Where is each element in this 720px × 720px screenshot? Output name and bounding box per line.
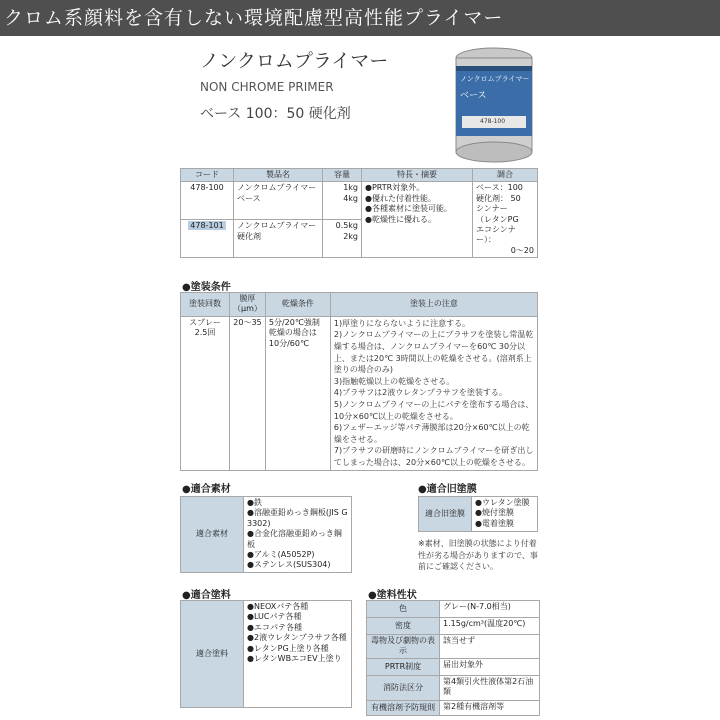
row-code: 478-100	[181, 182, 234, 220]
row-name: ノンクロムプライマーベース	[234, 182, 323, 220]
table-row	[367, 635, 540, 659]
paint-item: ●レタンPG上塗り各種	[247, 643, 329, 653]
can-label-line1: ノンクロムプライマー	[460, 75, 530, 83]
mix-line: 0～20	[510, 245, 534, 255]
feature-item: ●優れた付着性能。	[365, 193, 436, 203]
col-cautions: 塗装上の注意	[330, 293, 537, 317]
col-mix: 調合	[473, 169, 538, 182]
capacity-value: 0.5kg	[335, 221, 358, 231]
col-thickness: 膜厚（μm）	[230, 293, 266, 317]
capacity-value: 1kg	[343, 183, 358, 193]
property-value: 該当せず	[440, 635, 540, 659]
section-title-properties: ●塗料性状	[368, 590, 417, 601]
product-table	[180, 168, 538, 258]
paint-item: ●エコパテ各種	[247, 622, 302, 632]
caution-item: 1)厚塗りにならないように注意する。	[333, 318, 471, 328]
thickness-value: 20～35	[230, 316, 266, 470]
old-films-list	[472, 497, 538, 532]
coats-value: スプレー2.5回	[181, 316, 230, 470]
old-film-item: ●電着塗膜	[475, 518, 514, 528]
property-value: 届出対象外	[440, 658, 540, 675]
top-banner: クロム系顔料を含有しない環境配慮型高性能プライマー	[0, 0, 720, 36]
table-row	[367, 675, 540, 700]
capacity-value: 2kg	[343, 231, 358, 241]
row-capacity	[323, 220, 362, 258]
caution-item: 4)プラサフは2液ウレタンプラサフを塗装する。	[333, 388, 507, 398]
caution-item: 3)指触乾燥以上の乾燥をさせる。	[333, 376, 455, 386]
mix-line: エコシンナー）：	[476, 224, 516, 245]
row-code	[181, 220, 234, 258]
table-row	[367, 618, 540, 635]
table-row	[181, 316, 538, 470]
table-row	[367, 601, 540, 618]
row-name: ノンクロムプライマー硬化剤	[234, 220, 323, 258]
old-films-table	[418, 496, 538, 532]
table-row	[181, 601, 352, 708]
property-label: 有機溶剤予防規則	[367, 700, 440, 715]
table-row	[367, 700, 540, 715]
mix-ratio: ベース 100：50 硬化剤	[200, 106, 351, 122]
mix-line: 硬化剤： 50	[476, 193, 521, 203]
section-title-old-films: ●適合旧塗膜	[418, 484, 477, 495]
conditions-table	[180, 292, 538, 471]
capacity-value: 4kg	[343, 193, 358, 203]
paint-item: ●NEOXパテ各種	[247, 602, 309, 611]
material-item: ●鉄	[247, 498, 262, 507]
drying-value: 5分/20℃強制乾燥の場合は10分/60℃	[265, 316, 330, 470]
property-value: 第2種有機溶剤等	[440, 700, 540, 715]
can-label-line2: ベース	[460, 91, 487, 101]
property-label: PRTR制度	[367, 658, 440, 675]
paint-item: ●LUCパテ各種	[247, 612, 302, 622]
material-item: ●アルミ(A5052P)	[247, 549, 315, 559]
properties-table	[366, 600, 540, 716]
property-label: 毒物及び劇物の表示	[367, 635, 440, 659]
table-row	[181, 497, 352, 573]
paint-item: ●2液ウレタンプラサフ各種	[247, 633, 347, 643]
col-capacity: 容量	[323, 169, 362, 182]
caution-item: 6)フェザーエッジ等パテ薄膜部は20分×60℃以上の乾燥をさせる。	[333, 423, 530, 444]
col-code: コード	[181, 169, 234, 182]
col-features: 特長・摘要	[362, 169, 473, 182]
material-item: ●ステンレス(SUS304)	[247, 560, 331, 570]
row-capacity	[323, 182, 362, 220]
can-label-small: 478-100	[480, 118, 506, 125]
product-english-name: NON CHROME PRIMER	[200, 80, 334, 94]
section-title-materials: ●適合素材	[182, 484, 231, 495]
caution-item: 5)ノンクロムプライマーの上にパテを塗布する場合は、10分×60℃以上の乾燥をさせる。	[333, 399, 534, 421]
paints-table	[180, 600, 352, 708]
paint-can-image	[452, 44, 536, 166]
mix-line: シンナー	[476, 204, 508, 214]
caution-item: 7)プラサフの研磨時にノンクロムプライマーを研ぎ出してしまった場合は、20分×60℃以上の乾燥をさせる。	[333, 446, 534, 467]
cautions-list	[330, 316, 537, 470]
materials-label: 適合素材	[181, 497, 244, 573]
property-label: 密度	[367, 618, 440, 635]
highlighted-code: 478-101	[190, 221, 224, 231]
paint-item: ●レタンWBエコEV上塗り	[247, 653, 342, 663]
feature-item: ●PRTR対象外。	[365, 183, 425, 193]
table-row	[181, 182, 538, 220]
property-value: 第4類引火性液体第2石油類	[440, 675, 540, 700]
col-name: 製品名	[234, 169, 323, 182]
material-item: ●合金化溶融亜鉛めっき鋼板	[247, 529, 342, 549]
old-films-label: 適合旧塗膜	[419, 497, 472, 532]
paints-list	[244, 601, 352, 708]
feature-item: ●各種素材に塗装可能。	[365, 204, 452, 214]
old-film-item: ●焼付塗膜	[475, 508, 514, 518]
product-title: ノンクロムプライマー	[200, 50, 389, 72]
property-label: 色	[367, 601, 440, 618]
material-item: ●溶融亜鉛めっき鋼板(JIS G 3302)	[247, 508, 348, 528]
property-label: 消防法区分	[367, 675, 440, 700]
property-value: 1.15g/cm³(温度20℃)	[440, 618, 540, 635]
features-cell	[362, 182, 473, 258]
mix-cell	[473, 182, 538, 258]
section-title-paints: ●適合塗料	[182, 590, 231, 601]
col-drying: 乾燥条件	[265, 293, 330, 317]
property-value: グレー(N-7.0相当)	[440, 601, 540, 618]
table-row	[419, 497, 538, 532]
mix-line: ベース：100	[476, 183, 523, 193]
col-coats: 塗装回数	[181, 293, 230, 317]
feature-item: ●乾燥性に優れる。	[365, 214, 436, 224]
paints-label: 適合塗料	[181, 601, 244, 708]
old-films-note: ※素材、旧塗膜の状態により付着性が劣る場合がありますので、事前にご確認ください。	[418, 539, 538, 572]
table-row	[367, 658, 540, 675]
section-title-conditions: ●塗装条件	[182, 282, 231, 293]
materials-list	[244, 497, 352, 573]
caution-item: 2)ノンクロムプライマーの上にプラサフを塗装し常温乾燥する場合は、ノンクロムプライマーを60℃ 30分以上、または20℃ 3時間以上の乾燥をさせる。(溶剤系上塗りの場合のみ)	[333, 330, 534, 375]
mix-line: （レタンPG	[476, 214, 519, 224]
materials-table	[180, 496, 352, 573]
old-film-item: ●ウレタン塗膜	[475, 498, 530, 507]
